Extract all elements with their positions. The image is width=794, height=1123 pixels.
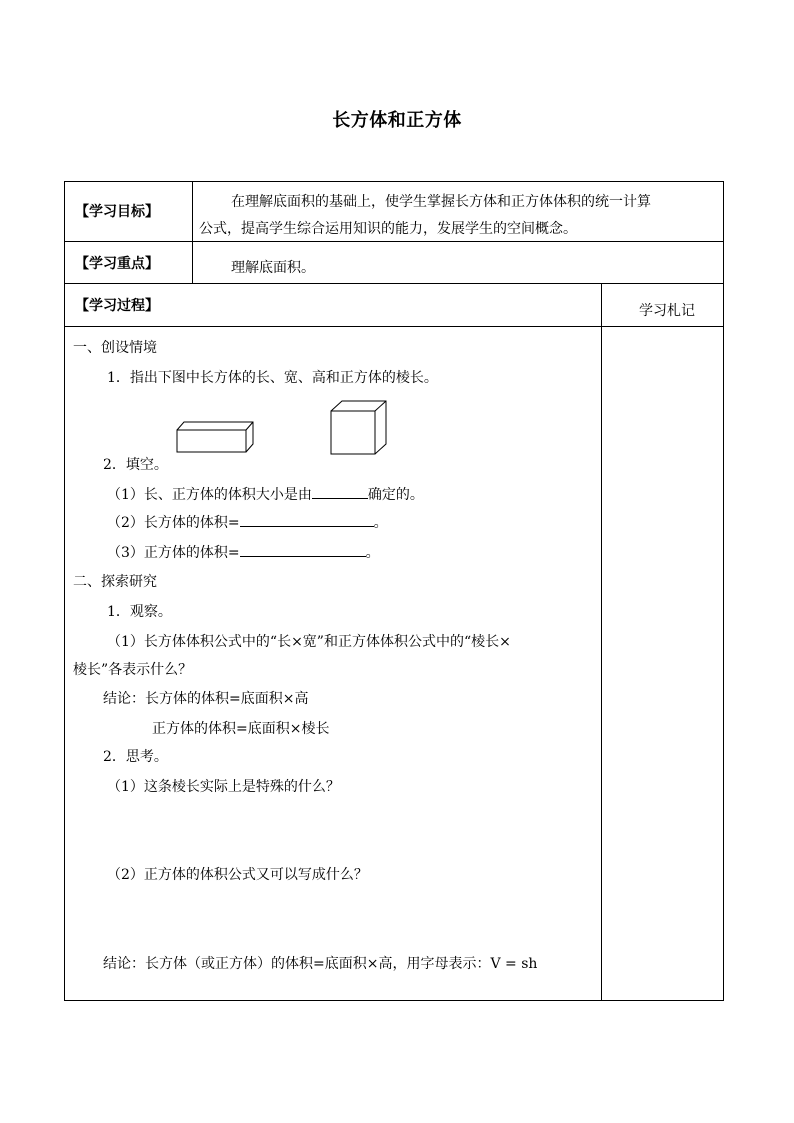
notes-label: 学习札记 (639, 303, 695, 319)
fill-item-1 (107, 484, 424, 504)
think-question2: （2）正方体的体积公式又可以写成什么？ (107, 867, 368, 883)
section2-heading: 二、探索研究 (73, 574, 157, 590)
cuboid-figure (175, 418, 257, 454)
notes-column-divider (601, 283, 602, 1001)
fill-blank-2[interactable] (240, 512, 374, 527)
fill-item-2-end: 。 (373, 515, 388, 531)
fill-item-1-end: 确定的。 (367, 487, 424, 503)
label-column-divider (192, 182, 193, 283)
fill-item-3 (107, 542, 380, 562)
observe-line2: 棱长”各表示什么？ (73, 662, 193, 678)
conclusion-2: 正方体的体积=底面积×棱长 (152, 721, 330, 737)
section2-question2: 2．思考。 (103, 749, 168, 765)
section1-heading: 一、创设情境 (73, 340, 157, 356)
goal-label: 【学习目标】 (75, 204, 159, 220)
row-divider-focus (65, 283, 723, 284)
final-conclusion: 结论：长方体（或正方体）的体积=底面积×高，用字母表示：V = sh (103, 956, 538, 972)
fill-blank-3[interactable] (240, 542, 366, 557)
row-divider-process (65, 326, 723, 327)
section1-question2: 2．填空。 (103, 457, 168, 473)
focus-text: 理解底面积。 (231, 260, 315, 276)
fill-blank-1[interactable] (312, 484, 368, 499)
cube-figure (329, 399, 389, 457)
focus-label: 【学习重点】 (75, 256, 159, 272)
worksheet-table (64, 181, 724, 1001)
goal-text-line1: 在理解底面积的基础上，使学生掌握长方体和正方体体积的统一计算 (231, 194, 651, 210)
section2-question1: 1．观察。 (107, 604, 172, 620)
fill-item-1-text: （1）长、正方体的体积大小是由 (107, 487, 312, 503)
page-title: 长方体和正方体 (332, 110, 462, 131)
observe-line1: （1）长方体体积公式中的“长×宽”和正方体体积公式中的“棱长× (107, 634, 511, 650)
conclusion-1: 结论：长方体的体积=底面积×高 (103, 691, 309, 707)
fill-item-3-end: 。 (365, 545, 380, 561)
think-question1: （1）这条棱长实际上是特殊的什么？ (107, 779, 340, 795)
process-label: 【学习过程】 (75, 298, 159, 314)
fill-item-3-text: （3）正方体的体积= (107, 545, 240, 561)
fill-item-2 (107, 512, 388, 532)
section1-question1: 1．指出下图中长方体的长、宽、高和正方体的棱长。 (107, 370, 438, 386)
row-divider-goal (65, 241, 723, 242)
goal-text-line2: 公式，提高学生综合运用知识的能力，发展学生的空间概念。 (199, 221, 577, 237)
fill-item-2-text: （2）长方体的体积= (107, 515, 240, 531)
